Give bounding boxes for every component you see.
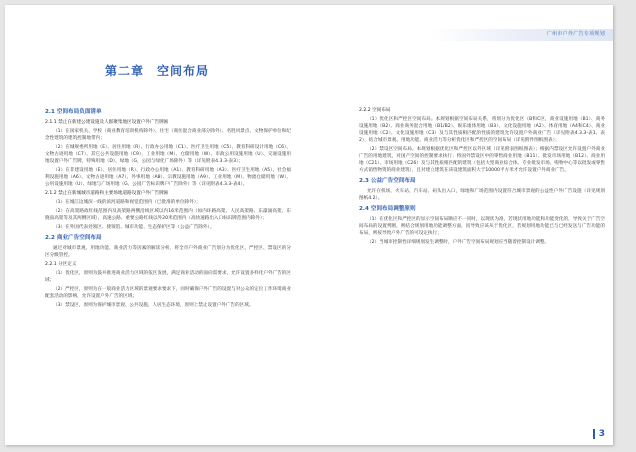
paragraph: （2）在城规委所用地（E）、居住用地（R）、行政办公用地（C1）、医疗卫生用地（C5）、教育科研设计用地（C6）、文物古迹用地（C7）、其它公共设施用地（C9）、工业用地（M）、仓储用地（W）、市政公用设施用地（U）、交通设施用地设置户外广告牌，特殊用地（D）、绿地（G，公园与绿化广场除外）等（详见附表4.3.3-表3）； [45, 145, 291, 164]
paragraph: 允许在机场、火车站、汽车站、码头出入口，绿地和广场范围内设置符合城市景观的公益性户外广告设施（详见规划图纸4.2）。 [359, 189, 605, 201]
document-page [5, 5, 613, 445]
paragraph: （2）禁设区空间布局。本规划根据优化区和严控区以外区域（详见附表图纸图表）；根据内禁设区允许设置户外商业广告的用地建筑，对国产空间的控制要求执行；将国外禁设区中的零售商业用地（B11）、批发市场用地（B12）、商业用地（C21）、市场用地（C26）及与其性质相匹配的建筑（包括大型商业综合体、专业批发市场、购物中心等以批发或零售方式销售物资的商业建筑），且对建立建筑在该设建筑面积大于10000平方米才允许设置户外商业广告。 [359, 147, 605, 173]
section-2-2-heading: 2.2 商业广告空间布局 [45, 235, 102, 241]
running-header: 广州市户外广告专项规划 [546, 31, 605, 37]
paragraph: （2）当城市控制性详细规划发生调整时，户外广告空间布局规划应当随着控制设计调整。 [367, 240, 550, 245]
paragraph: （1）优化区，原则为鼓并推进商业活力区域的依区发展，满足商业活动的面向需要求，允许设置多样化户外广告的区域； [45, 271, 291, 283]
paragraph: （3）在外国代表处领区、使领馆、城市功能、生态保护区等（公益广告除外）。 [53, 225, 215, 230]
paragraph: （1）优化区和严控区空间布局。本规划根据空间布局关系，将划分为优化区（B和C区，商业设施用地（B1）、商务设施用地（B2）、商业商务混合用地（B1/B2）、娱乐康体用地（B3）、文化设施用地（A2）、体育用地（A4和C4）、商业设施用地（C2）、文化设施用地（C3）及与其性质相匹配的性质的建筑允许设置户外商业广告（详见附表4.3.3-表1、表2），结合城市景观、用地功能、商业活力等分析优化区和严控区的空间布局（详见附件图纸图表）； [359, 117, 605, 143]
paragraph: （1）在国家机关、学校（商业教育培训机构除外）、住宅（商住混合商业部分除外）、名胜风景点、文物保护单位和纪念性建筑的建筑控制地带内； [45, 129, 291, 141]
paragraph: （1）在优化区和严控区的显示空间布局顺应不一同时，以现状为准，若现状用地功能和功能变化的，导致关于广告空间布局的设置判断，则结合规划用地功能调整方面，因导致应该从于优化区，若规划用地功能已与已经发送与广告功能的布局，则按导致户外广告的可设定执行； [359, 217, 605, 236]
header-strip [5, 29, 613, 41]
section-2-3-heading: 2.3 公益广告空间布局 [359, 178, 416, 184]
page-number: 3 [593, 429, 605, 439]
paragraph: （3）禁设区，原则为保护城市景观、公共设施、人居生态环境，原则上禁止设置户外广告的区域。 [53, 303, 254, 308]
paragraph: 通过对城市景观、用地功能、商业活力等因素的解读分析，将全市户外商业广告划分为优化区、严控区、禁设区的分区分级管控。 [45, 246, 291, 258]
section-2-1-2-heading: 2.1.2 禁止在新城城市道路和主要场地道路设置户外广告牌匾 [45, 191, 169, 196]
section-2-1-1-heading: 2.1.1 禁止在新建公建设施及人群聚集地区设置户外广告牌匾 [45, 120, 169, 125]
section-2-2-2-heading: 2.2.2 空间布局 [359, 108, 391, 113]
chapter-title: 第二章 空间布局 [105, 64, 210, 78]
paragraph: （3）在非建设用地（E）、居住用地（R）、行政办公用地（A1）、教育科研用地（A3）、医疗卫生用地（A5）、社会福利设施用地（A6）、文物古迹用地（A7）、外事用地（A8）、宗教设施用地（A9）、工业用地（M）、物流仓储用地（W）、公用设施用地（U）、绿地与广场用地（G，公园广告标识牌户广告除外）等（详见附表4.3.3-表4）。 [45, 168, 291, 187]
right-column [359, 105, 605, 248]
section-2-1-heading: 2.1 空间布局负面清单 [45, 109, 102, 115]
section-2-2-1-heading: 2.2.1 分区定义 [45, 262, 77, 267]
paragraph: （2）在高架路政红线范围内及高架路两侧沿线区域以内16米范围内（如内环路高架、人民高架路、东濠涌高架、东晓南高架等及其两侧区域），高速公路、重要公路红线以外20米范围内（高快速路出入口标识牌范围内除外）； [45, 209, 291, 221]
section-2-4-heading: 2.4 空间布局调整原则 [359, 206, 416, 212]
paragraph: （2）严控区，原则为在一般商业活力区域的景观要求要求下，同时确保户外广告的设置与对公众的定位工作环境商业配套活动的影响，允许设置户外广告的区域； [45, 287, 291, 299]
paragraph: （1）在城江边城滨一线的滨河道路和视觉范围内（已批准的单位除外）； [53, 200, 201, 205]
left-column [45, 105, 291, 311]
